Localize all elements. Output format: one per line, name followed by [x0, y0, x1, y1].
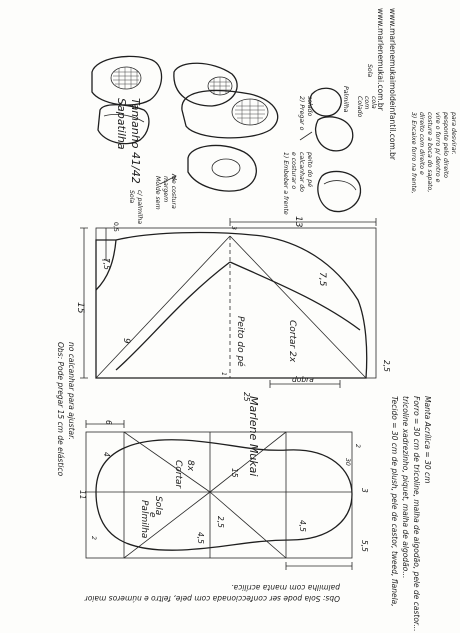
size-label: 41/42: [129, 152, 142, 184]
materials-line2: tricoline xadrezinho, piquet, malha de algodão...: [401, 396, 410, 579]
m-top-width: 13: [293, 216, 303, 228]
title-line2: Tamanho: [129, 98, 142, 149]
step1-line4: peito do pé: [306, 152, 313, 188]
sole-cut-1: Cortar: [173, 460, 183, 489]
step2-line2: solado: [306, 96, 313, 117]
upper-cut-label: Cortar 2x: [287, 320, 297, 363]
m-diag-1: 9: [121, 338, 131, 344]
website-1: www.marlenemukai.com.br: [376, 8, 385, 111]
website-2: www.marlenemukaimoldeinfantil.com.br: [388, 8, 397, 161]
materials-line1: Tecido = 30 cm de plush, pele de castor, tweed, flanela,: [390, 396, 399, 607]
sole-label-3: Palmilha: [139, 500, 149, 539]
m-side-mark: 2,5: [382, 360, 391, 372]
sm-2-5: 2,5: [216, 516, 225, 528]
sole-label-2: e: [147, 512, 157, 518]
step3-line2: direito com direito e: [418, 112, 425, 175]
sole-note-2: c/ palmilha: [136, 190, 143, 225]
obs-line1: Obs: Pode pregar 15 cm de elástico: [56, 342, 65, 477]
mold-note-3: de costura: [170, 176, 177, 209]
m-left-height: 15: [75, 302, 85, 314]
mold-note-1: Molde sem: [154, 176, 161, 210]
sm-5-5: 5,5: [360, 540, 369, 552]
sola-label: Sola: [366, 64, 373, 78]
sm-30: 30: [344, 458, 351, 466]
m-bottom-left: 25: [242, 392, 251, 402]
sole-label-1: Sola: [153, 496, 163, 516]
step3-line4: vire o forro p/ dentro e: [434, 112, 441, 183]
obs-line2: no calcanhar para ajustar.: [67, 342, 76, 440]
bottom-obs-2: palmilha com manta acrílica.: [231, 583, 340, 592]
m-center-1: 1: [220, 372, 227, 376]
signature: Marlene Mukai: [247, 396, 260, 477]
step3-line1: 3) Encaixe forro na frente,: [410, 112, 417, 194]
upper-piece-label: Peito do pé: [235, 316, 245, 367]
mold-note-2: margem: [162, 176, 169, 203]
colado-1: Colado: [356, 96, 363, 118]
palmilha-label: Palmilha: [342, 86, 349, 113]
upper-pattern: [80, 218, 376, 388]
sm-4: 4: [102, 452, 111, 457]
step3-line6: para desvirar.: [450, 112, 457, 155]
step1-line3: calcanhar do: [298, 152, 305, 192]
sm-11: 11: [78, 490, 87, 500]
sm-15: 15: [230, 468, 239, 478]
materials-line4: Manta Acrílica = 30 cm: [423, 396, 432, 484]
step3-line3: costure a boca do sapato,: [426, 112, 433, 193]
sm-6: 6: [104, 420, 113, 425]
step1-line1: 1) Embeber a frente: [282, 152, 289, 215]
sm-2-top: 2: [90, 536, 97, 540]
title-line1: Sapatilha: [115, 98, 128, 150]
colado-2: com: [363, 96, 370, 110]
sole-pattern: [86, 420, 352, 570]
m-top-small: 0,5: [112, 222, 119, 232]
m-center-2: 3: [230, 226, 237, 230]
m-diag-2: 7,5: [317, 272, 327, 287]
colado-3: cola: [370, 96, 377, 109]
bottom-obs-1: Obs: Sola pode ser confeccionada com pele, feltro e números maior: [84, 594, 340, 603]
sole-note-1: Sola: [128, 190, 135, 204]
step2-line1: 2) Pregar o: [298, 96, 305, 131]
step3-line5: pesponte pelo direito: [442, 112, 449, 178]
fold-label: dobra: [292, 375, 314, 384]
m-heel-height: 7,5: [102, 258, 111, 270]
sm-4-5-a: 4,5: [196, 532, 205, 544]
materials-line3: Forro = 30 cm de tricoline, malha de algodão, pele de castor...: [412, 396, 421, 632]
sm-4-5-b: 4,5: [298, 520, 307, 532]
sm-2-bottom: 2: [354, 444, 361, 448]
sole-cut-2: 8x: [185, 460, 195, 472]
sm-3: 3: [360, 488, 369, 493]
step1-line2: e costurar o: [290, 152, 297, 190]
